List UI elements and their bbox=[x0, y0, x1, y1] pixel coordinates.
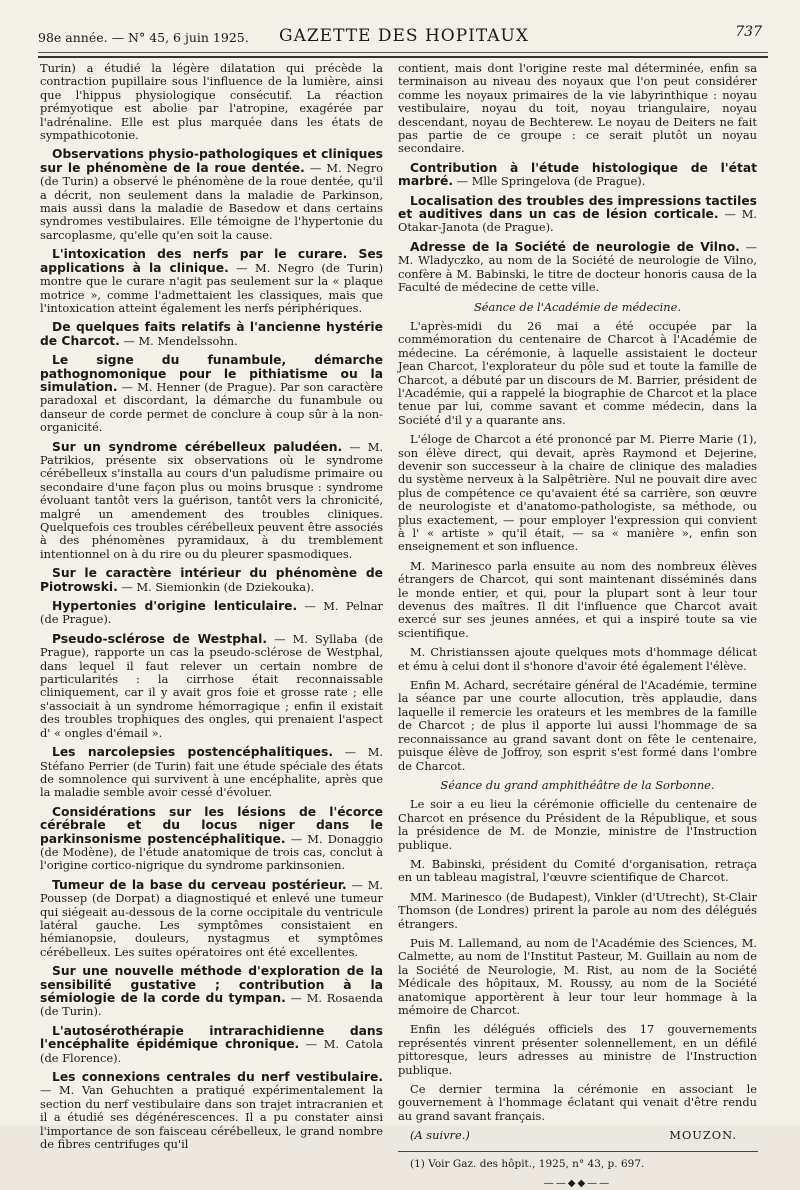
article-text: Ce dernier termina la cérémonie en associant le gouvernement à l'hommage éclatant qui venait d'être rendu au grand savant français. bbox=[398, 1082, 757, 1123]
article-entry bbox=[40, 806, 383, 873]
article-text: Enfin M. Achard, secrétaire général de l'Académie, termine la séance par une courte allocution, très applaudie, dans laquelle il remercie les orateurs et les membres de la famille de Charcot ; de plus il apporte lui aussi l'hommage de sa reconnaissance au grand savant dont on fête le centenaire, puisque élève de Joffroy, son esprit s'est formé dans l'ombre de Charcot. bbox=[398, 678, 757, 773]
article-entry bbox=[40, 441, 383, 562]
right-paragraphs bbox=[398, 62, 757, 1123]
article-heading: Les narcolepsies postencéphalitiques. bbox=[52, 745, 333, 760]
article-heading: L'autosérothérapie intrarachidienne dans l'encéphalite épidémique chronique. bbox=[40, 1023, 383, 1052]
article-text: — M. Negro (de Turin) a observé le phénomène de la roue dentée, qu'il a décrit, non seulement dans la maladie de Parkinson, mais aussi dans la maladie de Basedow et dans certains syndromes vestibulaires. Elle témoigne de l'hypertonie du sarcoplasme, qu'elle qu'en soit la cause. bbox=[40, 160, 383, 242]
article-heading: Tumeur de la base du cerveau postérieur. bbox=[52, 877, 347, 892]
paragraph bbox=[398, 1023, 757, 1077]
article-heading: L'intoxication des nerfs par le curare. Ses applications à la clinique. bbox=[40, 247, 383, 275]
article-text: — M. Otakar-Janota (de Prague). bbox=[398, 207, 757, 235]
article-text: — Mlle Springelova (de Prague). bbox=[453, 174, 646, 189]
article-entry bbox=[398, 241, 757, 295]
article-entry bbox=[398, 162, 757, 189]
article-text: — M. Van Gehuchten a pratiqué expérimentalement la section du nerf vestibulaire dans son trajet intracranien et il a étudié ses dégénérescences. Il a pu constater ainsi l'importance de son faisceau cérébelleux, le grand nombre de fibres centrifuges qu'il bbox=[40, 1083, 383, 1152]
paragraph bbox=[398, 1083, 757, 1123]
header-rule bbox=[38, 52, 768, 53]
author-name: MOUZON. bbox=[669, 1128, 737, 1143]
article-entry bbox=[40, 746, 383, 800]
paragraph bbox=[398, 679, 757, 773]
article-heading: Hypertonies d'origine lenticulaire. bbox=[52, 599, 298, 614]
article-text: Le soir a eu lieu la cérémonie officielle du centenaire de Charcot en présence du Président de la République, et sous la présidence de M. de Monzie, ministre de l'Instruction publique. bbox=[398, 797, 757, 852]
article-heading: Sur le caractère intérieur du phénomène de Piotrowski. bbox=[40, 566, 383, 594]
article-text: — M. Donaggio (de Modène), de l'étude anatomique de trois cas, conclut à l'origine cortico-nigrique du syndrome parkinsonien. bbox=[40, 831, 383, 873]
article-text: Enfin les délégués officiels des 17 gouvernements représentés vinrent présenter solennellement, en un défilé pittoresque, leurs adresses au ministre de l'Instruction publique. bbox=[398, 1022, 757, 1077]
paragraph bbox=[398, 798, 757, 852]
session-heading: Séance de l'Académie de médecine. bbox=[473, 299, 682, 314]
article-entry bbox=[40, 148, 383, 242]
footnote-rule bbox=[398, 1151, 758, 1152]
ornament-divider: ——◆◆—— bbox=[543, 1178, 612, 1190]
article-heading: Le signe du funambule, démarche pathognomonique pour le pithiatisme ou la simulation. bbox=[40, 353, 383, 394]
article-text: M. Marinesco parla ensuite au nom des nombreux élèves étrangers de Charcot, qui sont maintenant disséminés dans le monde entier, et qui, pour la plupart sont à leur tour devenus des maîtres. Il dit l'influence que Charcot avait exercé sur ses jeunes années, et qui a inspiré toute sa vie scientifique. bbox=[398, 558, 757, 640]
article-text: — M. Patrikios, présente six observations où le syndrome cérébelleux s'installa au cours d'un paludisme primaire ou secondaire d'une façon plus ou moins brusque : syndrome évoluant tantôt vers la guérison, tantôt vers la chronicité, malgré un amendement des troubles cliniques. Quelquefois ces troubles cérébelleux peuvent être associés à des phénomènes pyramidaux, à du tremblement intentionnel on à du rire ou du pleurer spasmodiques. bbox=[40, 439, 383, 561]
paragraph bbox=[40, 62, 383, 142]
article-entry bbox=[40, 600, 383, 627]
article-text: — M. Mendelssohn. bbox=[119, 333, 238, 348]
article-entry bbox=[40, 321, 383, 348]
issue-info: 98e année. — N° 45, 6 juin 1925. bbox=[38, 30, 249, 45]
article-heading: Considérations sur les lésions de l'écorce cérébrale et du locus niger dans le parkinsonisme postencéphalitique. bbox=[40, 804, 383, 846]
article-heading: Observations physio-pathologiques et cliniques sur le phénomène de la roue dentée. bbox=[40, 147, 383, 175]
article-heading: Pseudo-sclérose de Westphal. bbox=[52, 631, 267, 646]
article-text: L'éloge de Charcot a été prononcé par M. Pierre Marie (1), son élève direct, qui devait, après Raymond et Dejerine, devenir son successeur à la chaire de clinique des maladies du système nerveux à la Salpêtrière. Nul ne pouvait dire avec plus de compétence ce qu'avaient été sa carrière, son œuvre de neurologiste et d'anatomo-pathologiste, sa méthode, ou plus exactement, — pour employer l'expression qui convient à l' « artiste » qu'il était, — sa « manière », enfin son enseignement et son influence. bbox=[398, 432, 757, 554]
article-entry bbox=[40, 248, 383, 315]
article-text: M. Christianssen ajoute quelques mots d'hommage délicat et ému à celui dont il s'honore d'avoir été également l'élève. bbox=[398, 645, 757, 673]
paragraph bbox=[398, 433, 757, 554]
article-heading: Localisation des troubles des impressions tactiles et auditives dans un cas de lésion corticale. bbox=[398, 193, 757, 222]
to-be-continued: (A suivre.) bbox=[410, 1128, 470, 1143]
left-column bbox=[40, 62, 383, 1157]
article-heading: Sur une nouvelle méthode d'exploration de la sensibilité gustative ; contribution à la sémiologie de la corde du tympan. bbox=[40, 964, 383, 1005]
page-header bbox=[38, 22, 770, 48]
article-entry bbox=[40, 1071, 383, 1151]
paragraph bbox=[398, 646, 757, 673]
article-entry bbox=[40, 1025, 383, 1065]
right-column bbox=[398, 62, 757, 1190]
article-text: — M. Rosaenda (de Turin). bbox=[40, 991, 383, 1019]
article-text: contient, mais dont l'origine reste mal déterminée, enfin sa terminaison au niveau des noyaux que l'on peut considérer comme les noyaux primaires de la vie labyrinthique : noyau vestibulaire, noyau du toit, noyau triangulaire, noyau descendant, noyau de Bechterew. Le noyau de Deiters ne fait pas partie de ce groupe : ce serait plutôt un noyau secondaire. bbox=[398, 61, 757, 156]
signoff bbox=[398, 1129, 757, 1142]
article-heading: Adresse de la Société de neurologie de Vilno. bbox=[410, 239, 740, 254]
article-text: Turin) a étudié la légère dilatation qui précède la contraction pupillaire sous l'influence de la lumière, ainsi que l'hippus physiologique consécutif. La réaction prémyotique est abolie par l'atropine, exagérée par l'adrénaline. Elle est plus marquée dans les états de sympathicotonie. bbox=[40, 61, 383, 143]
header-rule-thick bbox=[38, 56, 768, 58]
article-text: — M. Pelnar (de Prague). bbox=[40, 599, 383, 627]
paragraph bbox=[398, 891, 757, 931]
article-text: — M. Wladyczko, au nom de la Société de neurologie de Vilno, confère à M. Babinski, le titre de docteur honoris causa de la Faculté de médecine de cette ville. bbox=[398, 239, 757, 295]
article-heading: Sur un syndrome cérébelleux paludéen. bbox=[52, 439, 343, 454]
article-entry bbox=[40, 354, 383, 434]
article-text: Puis M. Lallemand, au nom de l'Académie des Sciences, M. Calmette, au nom de l'Institut Pasteur, M. Guillain au nom de la Société de Neurologie, M. Rist, au nom de la Société Médicale des hôpitaux, M. Roussy, au nom de la Société anatomique apportèrent à leur tour leur hommage à la mémoire de Charcot. bbox=[398, 935, 757, 1017]
paragraph bbox=[398, 937, 757, 1017]
session-heading: Séance du grand amphithéâtre de la Sorbonne. bbox=[440, 777, 715, 792]
article-text: — M. Poussep (de Dorpat) a diagnostiqué et enlevé une tumeur qui siégeait au-dessous de la corne occipitale du ventricule latéral gauche. Les symptômes consistaient en hémianopsie, douleurs, nystagmus et symptômes cérébelleux. Les suites opératoires ont été excellentes. bbox=[40, 877, 384, 959]
article-heading: De quelques faits relatifs à l'ancienne hystérie de Charcot. bbox=[40, 320, 383, 348]
article-text: — M. Catola (de Florence). bbox=[40, 1037, 383, 1065]
article-text: — M. Siemionkin (de Dziekouka). bbox=[117, 579, 315, 594]
article-text: MM. Marinesco (de Budapest), Vinkler (d'Utrecht), St-Clair Thomson (de Londres) prirent la parole au nom des délégués étrangers. bbox=[398, 889, 757, 931]
article-text: L'après-midi du 26 mai a été occupée par la commémoration du centenaire de Charcot à l'Académie de médecine. La cérémonie, à laquelle assistaient le docteur Jean Charcot, l'explorateur du pôle sud et toute la famille de Charcot, a débuté par un discours de M. Barrier, président de l'Académie, qui a rappelé la biographie de Charcot et la place tenue par lui, comme savant et comme médecin, dans la Société d'il y a quarante ans. bbox=[398, 318, 757, 427]
footnote: (1) Voir Gaz. des hôpit., 1925, n° 43, p. 697. bbox=[410, 1157, 645, 1170]
paragraph bbox=[398, 320, 757, 427]
article-entry bbox=[398, 195, 757, 235]
journal-title: GAZETTE DES HOPITAUX bbox=[278, 26, 529, 46]
paragraph bbox=[398, 858, 757, 885]
paragraph bbox=[398, 560, 757, 640]
article-text: — M. Stéfano Perrier (de Turin) fait une étude spéciale des états de somnolence qui survivent à une encéphalite, après que la maladie semble avoir cessé d'évoluer. bbox=[40, 745, 384, 800]
article-text: — M. Syllaba (de Prague), rapporte un cas la pseudo-sclérose de Westphal, dans lequel il faut relever un certain nombre de particularités : la cirrhose était reconnaissable cliniquement, car il y avait gros foie et grosse rate ; elle s'associait à un syndrome hémorragique ; enfin il existait des troubles trophiques des ongles, qui prenaient l'aspect d' « ongles d'émail ». bbox=[40, 631, 383, 740]
article-text: — M. Negro (de Turin) montre que le curare n'agit pas seulement sur la « plaque motrice », comme l'admettaient les classiques, mais que l'intoxication atteint également les nerfs périphériques. bbox=[40, 260, 384, 315]
article-heading: Contribution à l'étude histologique de l'état marbré. bbox=[398, 160, 757, 189]
article-entry bbox=[40, 567, 383, 594]
article-entry bbox=[40, 879, 383, 959]
article-heading: Les connexions centrales du nerf vestibulaire. bbox=[52, 1070, 383, 1085]
article-text: — M. Henner (de Prague). Par son caractère paradoxal et discordant, la démarche du funambule ou danseur de corde permet de conclure à coup sûr à la non-organicité. bbox=[40, 379, 383, 435]
paragraph bbox=[398, 62, 757, 156]
page-number: 737 bbox=[735, 24, 762, 40]
article-text: M. Babinski, président du Comité d'organisation, retraça en un tableau magistral, l'œuvre scientifique de Charcot. bbox=[398, 856, 757, 885]
article-entry bbox=[40, 633, 383, 740]
article-entry bbox=[40, 965, 383, 1019]
